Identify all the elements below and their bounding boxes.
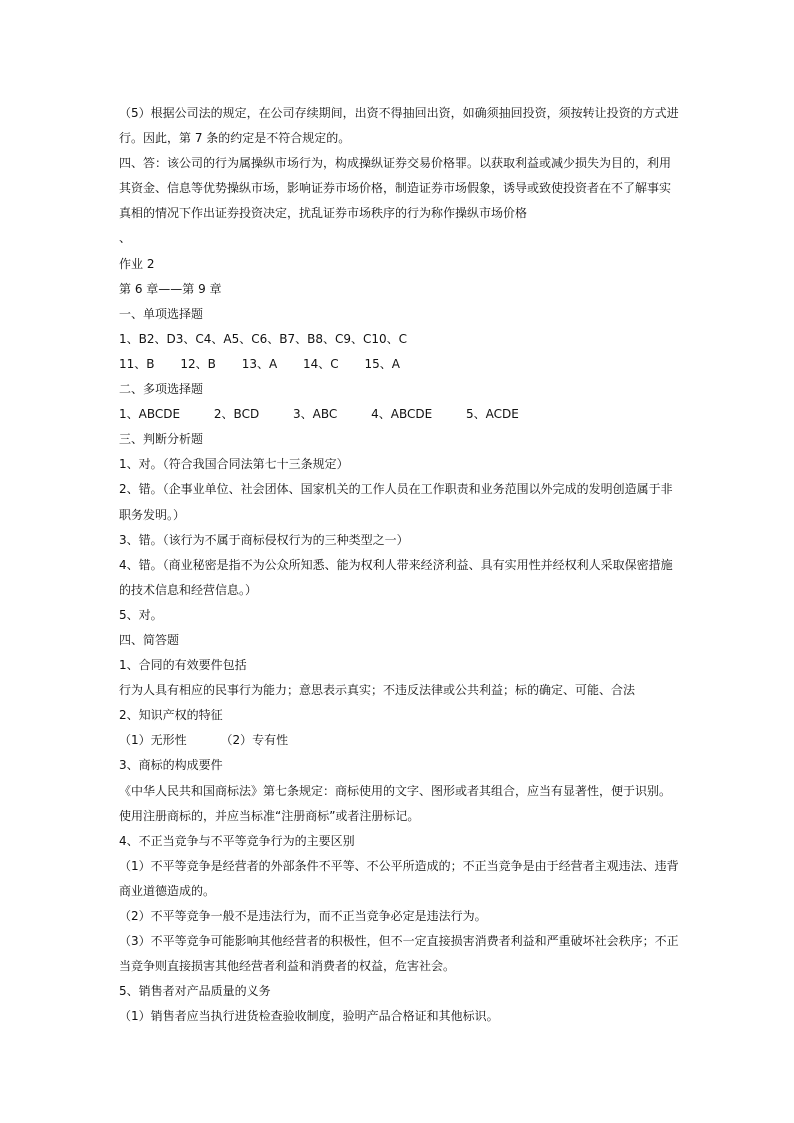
stray-mark: 、 xyxy=(119,231,132,246)
question-4: 4、不正当竞争与不平等竞争行为的主要区别 xyxy=(119,833,355,848)
answer-4-line-2: 其资金、信息等优势操纵市场，影响证券市场价格，制造证券市场假象，诱导或致使投资者在不了解事实 xyxy=(119,181,672,196)
question-4-point-1-line-2: 商业道德造成的。 xyxy=(119,883,216,898)
ip-feature: （1）无形性 xyxy=(119,733,187,748)
single-choice-answer: 15、A xyxy=(364,356,400,371)
judgment-3: 3、错。（该行为不属于商标侵权行为的三种类型之一） xyxy=(119,532,409,547)
multiple-choice-answer: 4、ABCDE xyxy=(371,407,433,422)
single-choice-answer: 13、A xyxy=(241,356,278,371)
judgment-5: 5、对。 xyxy=(119,607,163,622)
section-multiple-choice: 二、多项选择题 xyxy=(119,382,204,397)
answer-5-line-1: （5）根据公司法的规定，在公司存续期间，出资不得抽回出资，如确须抽回投资，须按转让投资的方式进 xyxy=(119,106,679,120)
question-5: 5、销售者对产品质量的义务 xyxy=(119,984,271,999)
question-4-point-2: （2）不平等竞争一般不是违法行为，而不正当竞争必定是违法行为。 xyxy=(119,909,487,923)
question-1-answer: 行为人具有相应的民事行为能力；意思表示真实；不违反法律或公共利益；标的确定、可能、合法 xyxy=(119,683,636,698)
single-choice-answer: 14、C xyxy=(303,356,339,371)
section-short-answer: 四、简答题 xyxy=(119,632,180,647)
multiple-choice-answer: 5、ACDE xyxy=(466,407,519,422)
single-choice-answer: 12、B xyxy=(180,356,216,371)
chapter-range: 第 6 章——第 9 章 xyxy=(119,281,222,296)
judgment-2-line-2: 职务发明。） xyxy=(119,507,186,522)
judgment-2-line-1: 2、错。（企事业单位、社会团体、国家机关的工作人员在工作职责和业务范围以外完成的发明创造属于非 xyxy=(119,482,673,497)
multiple-choice-row xyxy=(119,402,679,427)
question-2-answer xyxy=(119,728,679,753)
single-choice-answer: 11、B xyxy=(119,356,155,371)
answer-4-line-1: 四、答：该公司的行为属操纵市场行为，构成操纵证券交易价格罪。以获取利益或减少损失为目的，利用 xyxy=(119,156,672,171)
ip-feature: （2）专有性 xyxy=(220,733,289,748)
question-5-point-1: （1）销售者应当执行进货检查验收制度，验明产品合格证和其他标识。 xyxy=(119,1009,499,1024)
multiple-choice-answer: 1、ABCDE xyxy=(119,407,181,422)
question-4-point-3-line-1: （3）不平等竞争可能影响其他经营者的积极性，但不一定直接损害消费者利益和严重破坏社会秩序；不正 xyxy=(119,934,679,949)
question-4-point-3-line-2: 当竞争则直接损害其他经营者利益和消费者的权益，危害社会。 xyxy=(119,959,456,974)
multiple-choice-answer: 2、BCD xyxy=(213,407,260,422)
answer-5-line-2: 行。因此，第 7 条的约定是不符合规定的。 xyxy=(119,131,351,146)
single-choice-row-2 xyxy=(119,352,679,377)
section-single-choice: 一、单项选择题 xyxy=(119,306,204,321)
document-body xyxy=(119,101,679,1029)
question-3: 3、商标的构成要件 xyxy=(119,758,223,773)
judgment-4-line-1: 4、错。（商业秘密是指不为公众所知悉、能为权利人带来经济利益、具有实用性并经权利人采取保密措施 xyxy=(119,557,673,572)
section-judgment: 三、判断分析题 xyxy=(119,432,204,447)
single-choice-row-1: 1、B2、D3、C4、A5、C6、B7、B8、C9、C10、C xyxy=(119,331,408,346)
homework-title: 作业 2 xyxy=(119,256,155,271)
question-4-point-1-line-1: （1）不平等竞争是经营者的外部条件不平等、不公平所造成的；不正当竞争是由于经营者主观违法、违背 xyxy=(119,858,679,873)
question-3-answer-line-2: 使用注册商标的，并应当标准“注册商标”或者注册标记。 xyxy=(119,808,420,823)
question-3-answer-line-1: 《中华人民共和国商标法》第七条规定：商标使用的文字、图形或者其组合，应当有显著性，便于识别。 xyxy=(119,783,672,798)
judgment-4-line-2: 的技术信息和经营信息。） xyxy=(119,582,258,597)
judgment-1: 1、对。（符合我国合同法第七十三条规定） xyxy=(119,457,349,472)
question-2: 2、知识产权的特征 xyxy=(119,708,223,723)
multiple-choice-answer: 3、ABC xyxy=(293,407,338,422)
question-1: 1、合同的有效要件包括 xyxy=(119,658,247,673)
answer-4-line-3: 真相的情况下作出证券投资决定，扰乱证券市场秩序的行为称作操纵市场价格 xyxy=(119,206,528,221)
